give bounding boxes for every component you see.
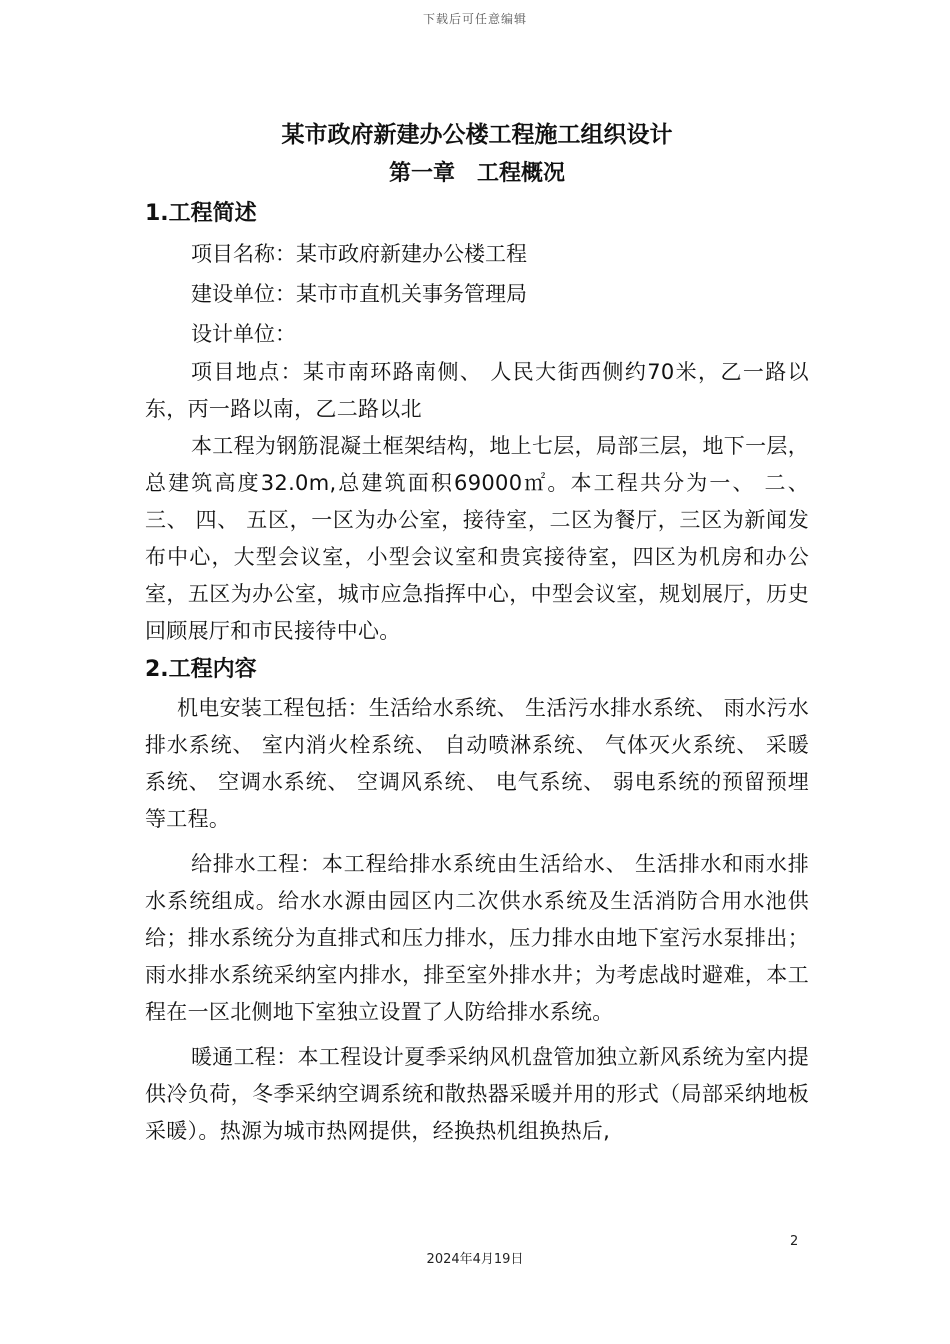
designer-line: 设计单位： bbox=[191, 322, 296, 346]
location-paragraph: 项目地点：某市南环路南侧、 人民大街西侧约70米，乙一路以东，丙一路以南，乙二路以北 bbox=[145, 360, 809, 421]
page-number: 2 bbox=[790, 1234, 799, 1249]
builder-line: 建设单位：某市市直机关事务管理局 bbox=[191, 282, 527, 306]
hvac-paragraph: 暖通工程：本工程设计夏季采纳风机盘管加独立新风系统为室内提供冷负荷，冬季采纳空调系统和散热器采暖并用的形式（局部采纳地板采暖）。热源为城市热网提供，经换热机组换热后, bbox=[145, 1045, 809, 1143]
document-title: 某市政府新建办公楼工程施工组织设计 bbox=[281, 122, 673, 148]
document-body bbox=[145, 116, 809, 1150]
mep-paragraph: 机电安装工程包括：生活给水系统、 生活污水排水系统、 雨水污水排水系统、 室内消火栓系统、 自动喷淋系统、 气体灭火系统、 采暖系统、 空调水系统、 空调风系统、 电气系统、 弱电系统的预留预埋等工程。 bbox=[145, 696, 809, 831]
section-heading-scope: 2.工程内容 bbox=[145, 657, 257, 682]
section-heading-overview: 1.工程简述 bbox=[145, 201, 257, 226]
page-header-note: 下载后可任意编辑 bbox=[422, 12, 527, 26]
overview-paragraph: 本工程为钢筋混凝土框架结构，地上七层，局部三层，地下一层，总建筑高度32.0m,总建筑面积69000㎡。本工程共分为一、 二、 三、 四、 五区，一区为办公室，接待室，二区为餐厅，三区为新闻发布中心，大型会议室，小型会议室和贵宾接待室，四区为机房和办公室，五区为办公室，城市应急指挥中心，中型会议室，规划展厅，历史回顾展厅和市民接待中心。 bbox=[145, 434, 809, 643]
plumbing-paragraph: 给排水工程：本工程给排水系统由生活给水、 生活排水和雨水排水系统组成。给水水源由园区内二次供水系统及生活消防合用水池供给；排水系统分为直排式和压力排水，压力排水由地下室污水泵排出；雨水排水系统采纳室内排水，排至室外排水井；为考虑战时避难，本工程在一区北侧地下室独立设置了人防给排水系统。 bbox=[145, 852, 809, 1024]
footer-date: 2024年4月19日 bbox=[426, 1252, 524, 1267]
project-name-line: 项目名称：某市政府新建办公楼工程 bbox=[191, 242, 527, 266]
chapter-title: 第一章 工程概况 bbox=[388, 161, 565, 186]
